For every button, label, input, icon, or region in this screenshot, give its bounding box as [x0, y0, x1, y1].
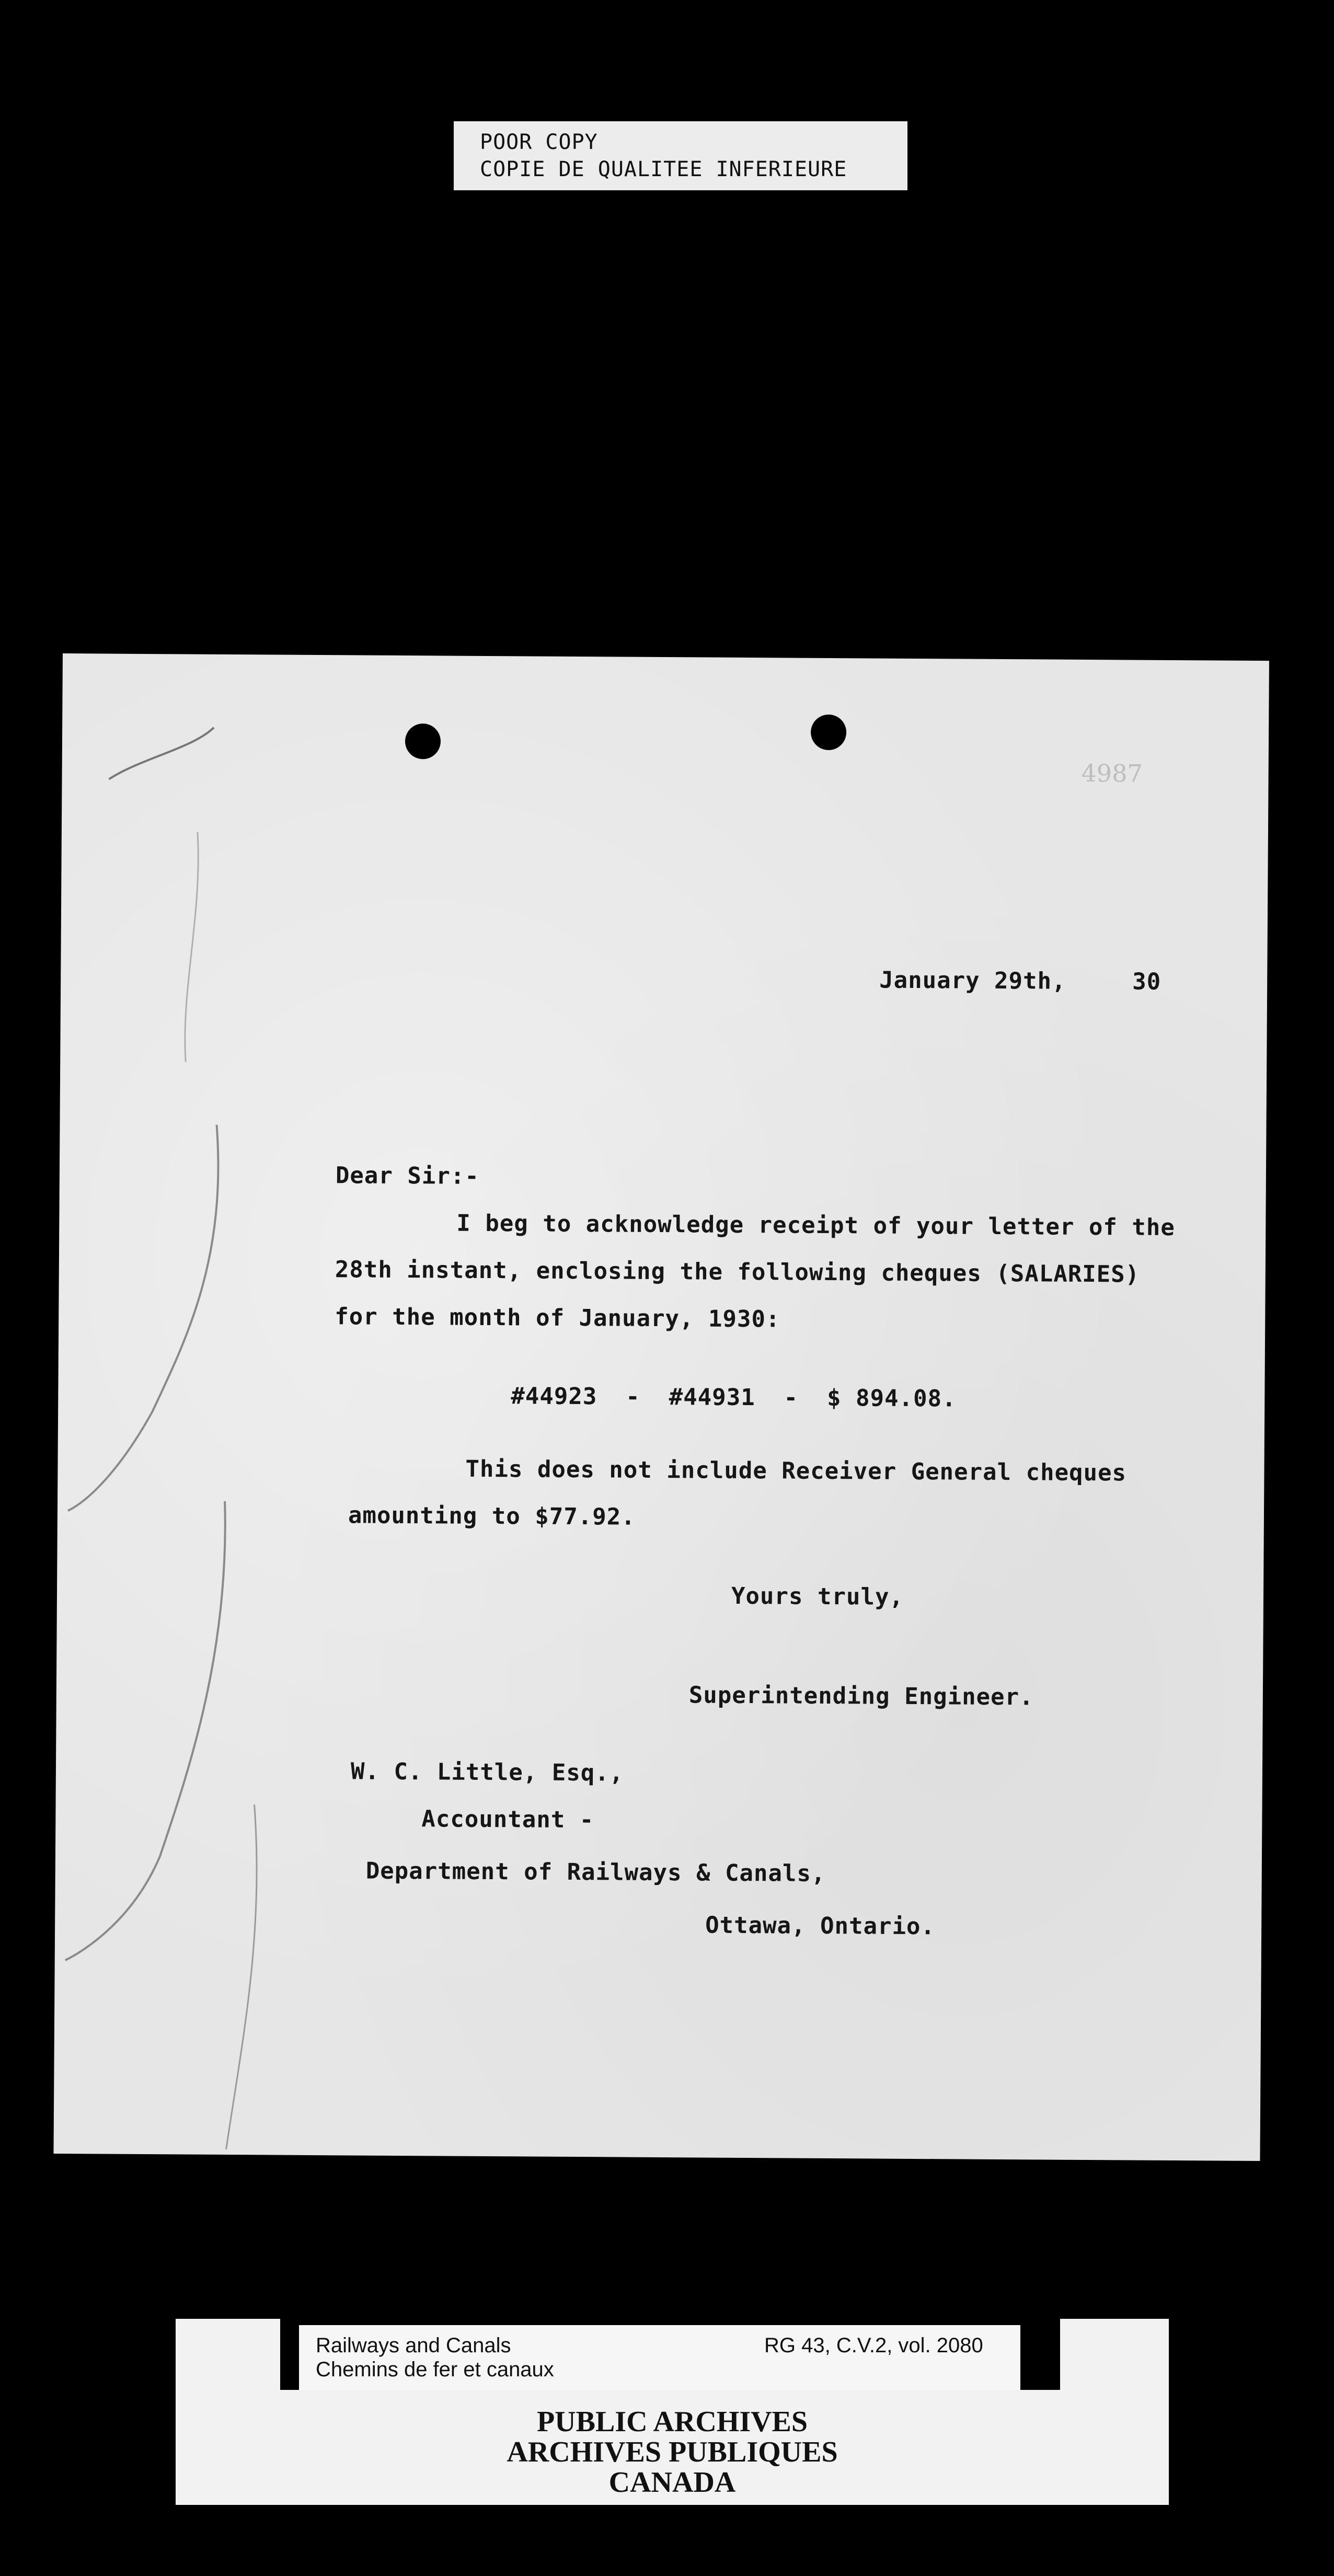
addressee-name: W. C. Little, Esq., [350, 1758, 624, 1787]
cheque-numbers: #44923 - #44931 - $ 894.08. [511, 1383, 957, 1412]
archive-title [176, 2407, 1169, 2498]
archive-title-line-2: ARCHIVES PUBLIQUES [507, 2436, 838, 2468]
addressee-department: Department of Railways & Canals, [365, 1857, 826, 1887]
poor-copy-line-2: COPIE DE QUALITEE INFERIEURE [480, 157, 847, 181]
addressee-city: Ottawa, Ontario. [705, 1912, 936, 1940]
note-line-2: amounting to $77.92. [348, 1502, 636, 1531]
letter-date: January 29th, [879, 967, 1066, 995]
salutation: Dear Sir:- [335, 1162, 479, 1190]
note-line-1: This does not include Receiver General cheques [465, 1455, 1127, 1487]
punch-hole-left [405, 723, 441, 759]
collection-name-en: Railways and Canals [316, 2334, 511, 2357]
letter-date-year: 30 [1132, 968, 1162, 995]
closing: Yours truly, [731, 1582, 904, 1611]
body-line-1: I beg to acknowledge receipt of your letter of the [456, 1210, 1176, 1241]
signature-title: Superintending Engineer. [688, 1682, 1034, 1711]
collection-name-fr: Chemins de fer et canaux [316, 2358, 554, 2381]
letter-page [53, 653, 1269, 2161]
body-line-3: for the month of January, 1930: [335, 1303, 780, 1333]
archive-reference-box [299, 2325, 1020, 2390]
paper-crease-marks [53, 653, 376, 2156]
collection-name [316, 2333, 554, 2382]
punch-hole-right [811, 715, 846, 750]
poor-copy-line-1: POOR COPY [480, 130, 598, 154]
archive-title-line-1: PUBLIC ARCHIVES [536, 2406, 808, 2438]
addressee-title: Accountant - [421, 1806, 594, 1834]
archive-reference: RG 43, C.V.2, vol. 2080 [764, 2334, 983, 2357]
body-line-2: 28th instant, enclosing the following cheques (SALARIES) [335, 1256, 1140, 1288]
poor-copy-label [454, 121, 907, 190]
archive-reference-strip [280, 2319, 1060, 2390]
archive-title-line-3: CANADA [608, 2466, 736, 2499]
archive-label [176, 2319, 1169, 2505]
file-number-stamp: 4987 [1081, 758, 1143, 788]
